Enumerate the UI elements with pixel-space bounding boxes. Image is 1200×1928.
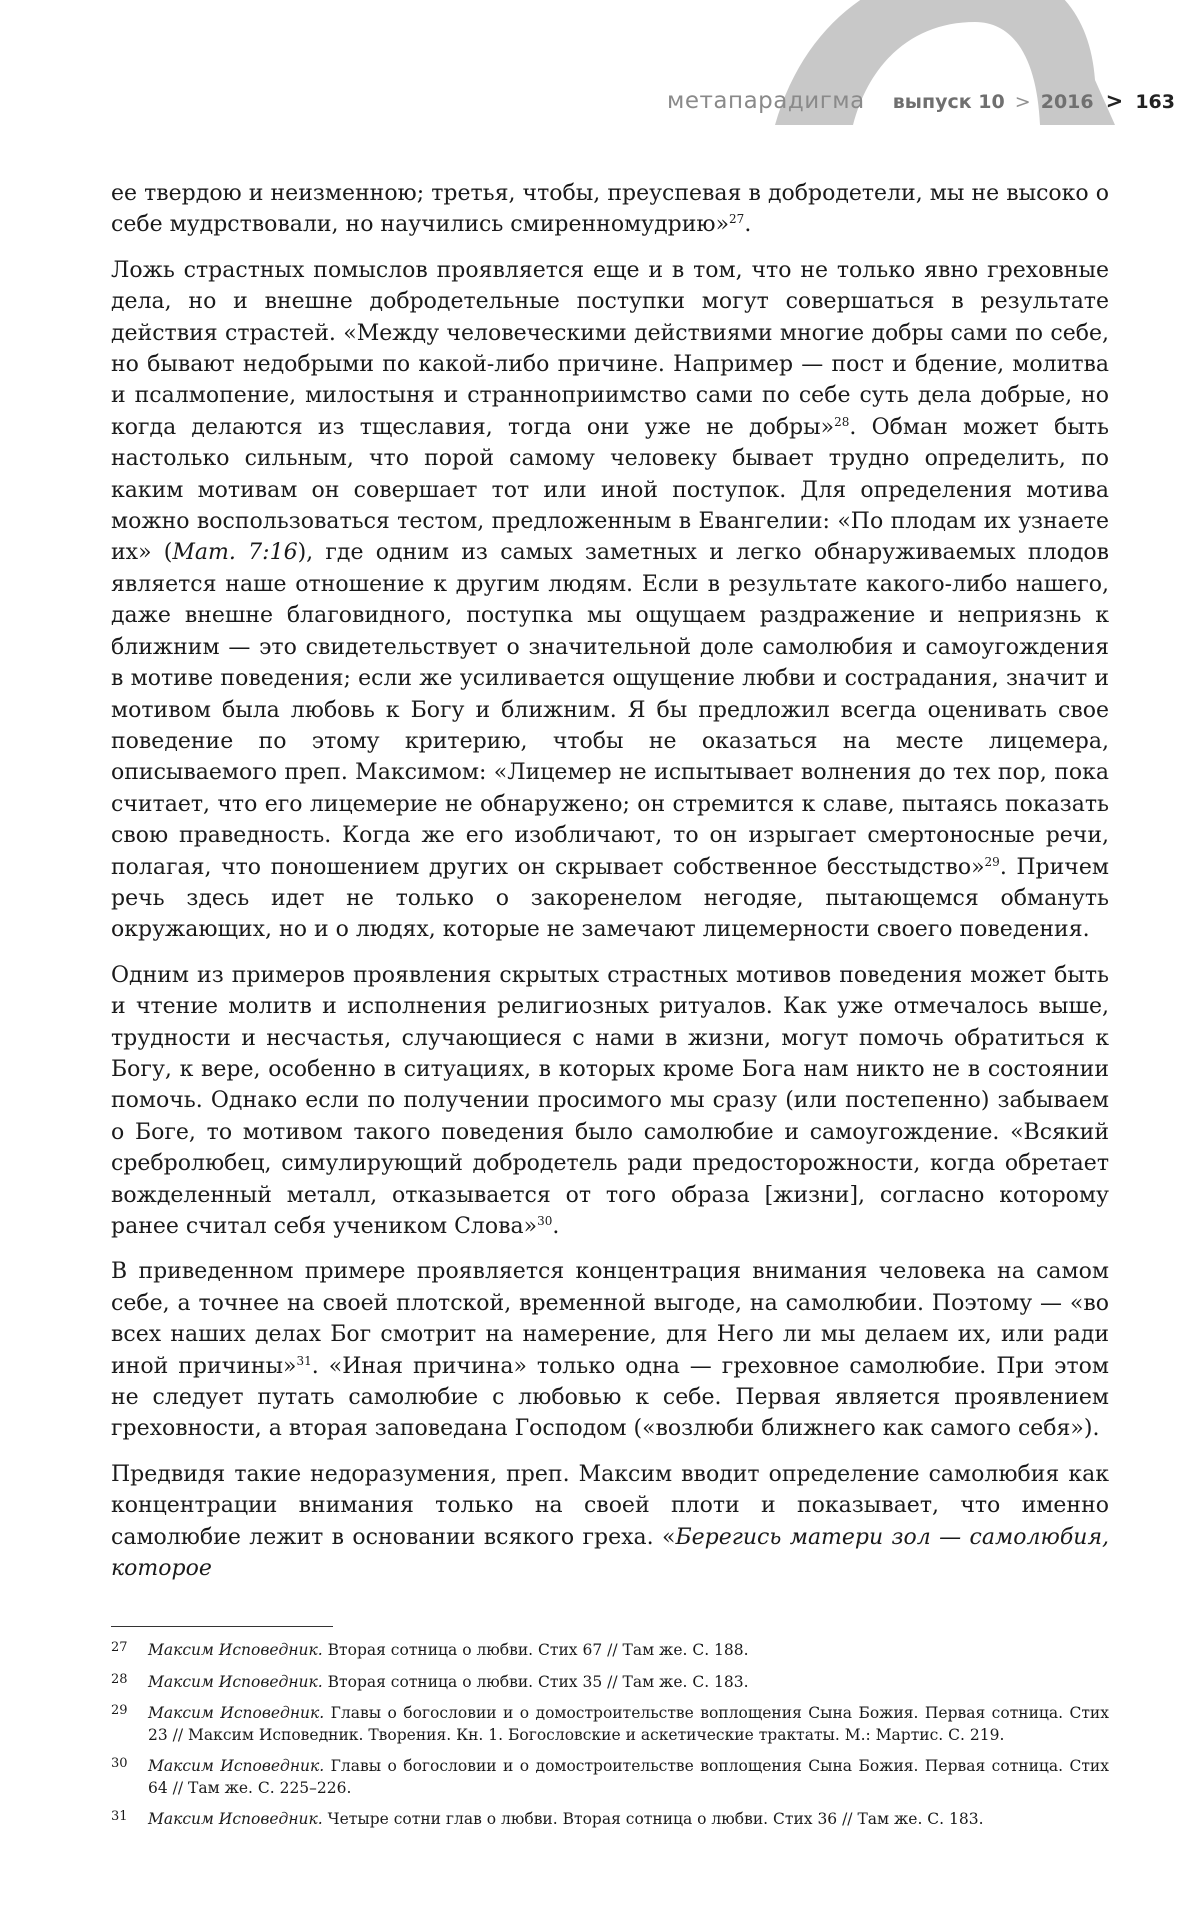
footnote-author: Максим Исповедник. (148, 1810, 323, 1828)
text-run: . (744, 212, 752, 238)
footnote-author: Максим Исповедник. (148, 1757, 325, 1775)
footnotes (111, 1640, 1109, 1841)
italic-run: Берегись матери зол — самолюбия, которое (111, 1524, 1110, 1582)
body-paragraph (111, 178, 1109, 241)
footnote-citation: Вторая сотница о любви. Стих 35 // Там же. С. 183. (322, 1672, 749, 1691)
footnote-citation: Вторая сотница о любви. Стих 67 // Там же. С. 188. (322, 1641, 749, 1659)
page-number: 163 (1135, 91, 1175, 113)
footnote-ref: 29 (984, 854, 1000, 869)
footnote-text (148, 1809, 1109, 1831)
main-text (111, 178, 1109, 1598)
journal-title: метапарадигма (667, 88, 865, 114)
body-paragraph (111, 1256, 1109, 1444)
footnote-author: Максим Исповедник. (148, 1641, 323, 1659)
separator-light: > (1014, 91, 1031, 113)
body-paragraph (111, 1459, 1109, 1585)
footnote-ref: 28 (834, 414, 850, 429)
italic-run: Мат. 7:16 (172, 540, 298, 566)
running-header (667, 88, 1175, 114)
footnote-text (148, 1672, 1109, 1694)
issue-year: 2016 (1040, 91, 1094, 113)
footnote-number: 28 (111, 1671, 128, 1687)
text-run: ее твердою и неизменною; третья, чтобы, преуспевая в добродетели, мы не высоко о себе мудрствовали, но научились смиренномудрию» (111, 181, 1109, 238)
footnote-text (148, 1703, 1109, 1746)
footnote (111, 1756, 1109, 1799)
text-run: Одним из примеров проявления скрытых страстных мотивов поведения может быть и чтение молитв и исполнения религиозных ритуалов. Как уже отмечалось выше, трудности и несчастья, случающиеся с нами в жизни, могут помочь обратиться к Богу, к вере, особенно в ситуациях, в которых кроме Бога нам никто не в состоянии помочь. Однако если по получении просимого мы сразу (или постепенно) забываем о Боге, то мотивом такого поведения было самолюбие и самоугождение. «Всякий сребролюбец, симулирующий добродетель ради предосторожности, когда обретает вожделенный металл, отказывается от того образа [жизни], согласно которому ранее считал себя учеником Слова» (111, 962, 1109, 1239)
text-run: . «Иная причина» только одна — греховное самолюбие. При этом не следует путать самолюбие с любовью к себе. Первая является проявлением греховности, а вторая заповедана Господом («возлюби ближнего как самого себя»). (111, 1353, 1109, 1442)
footnote-number: 31 (111, 1809, 128, 1824)
footnote-ref: 27 (729, 212, 745, 227)
footnote-author: Максим Исповедник. (148, 1704, 325, 1722)
footnote-divider (111, 1626, 333, 1627)
footnote-ref: 30 (537, 1214, 553, 1228)
footnote (111, 1640, 1109, 1662)
footnote-citation: Главы о богословии и о домостроительстве воплощения Сына Божия. Первая сотница. Стих 64 // Там же. С. 225–226. (148, 1757, 1110, 1797)
text-run: . Причем речь здесь идет не только о закоренелом негодяе, пытающемся обмануть окружающих, но и о людях, которые не замечают лицемерности своего поведения. (111, 854, 1109, 943)
body-paragraph (111, 960, 1109, 1243)
body-paragraph (111, 255, 1109, 946)
footnote-number: 30 (111, 1756, 128, 1771)
footnote (111, 1809, 1109, 1831)
footnote-ref: 31 (296, 1353, 312, 1368)
footnote-author: Максим Исповедник. (148, 1672, 323, 1691)
footnote-number: 29 (111, 1703, 128, 1718)
separator-dark: > (1105, 89, 1124, 113)
footnote-citation: Четыре сотни глав о любви. Вторая сотница о любви. Стих 36 // Там же. С. 183. (322, 1810, 984, 1828)
footnote-number: 27 (111, 1640, 128, 1655)
text-run: . Обман может быть настолько сильным, что порой самому человеку бывает трудно определить, по каким мотивам он совершает тот или иной поступок. Для определения мотива можно воспользоваться тестом, предложенным в Евангелии: «По плодам их узнаете их» ( (111, 414, 1109, 566)
text-run: . (552, 1214, 560, 1239)
footnote-citation: Главы о богословии и о домостроительстве воплощения Сына Божия. Первая сотница. Стих 23 // Максим Исповедник. Творения. Кн. 1. Богословские и аскетические трактаты. М.: Мартис. С. 219. (148, 1704, 1110, 1744)
text-run: В приведенном примере проявляется концентрация внимания человека на самом себе, а точнее на своей плотской, временной выгоде, на самолюбии. Поэтому — «во всех наших делах Бог смотрит на намерение, для Него ли мы делаем их, или ради иной причины» (111, 1259, 1109, 1379)
text-run: Ложь страстных помыслов проявляется еще и в том, что не только явно греховные дела, но и внешне добродетельные поступки могут совершаться в результате действия страстей. «Между человеческими действиями многие добры сами по себе, но бывают недобрыми по какой-либо причине. Например — пост и бдение, молитва и псалмопение, милостыня и странноприимство сами по себе суть дела добрые, но когда делаются из тщеславия, тогда они уже не добры» (111, 257, 1109, 440)
text-run: ), где одним из самых заметных и легко обнаруживаемых плодов является наше отношение к другим людям. Если в результате какого-либо нашего, даже внешне благовидного, поступка мы ощущаем раздражение и неприязнь к ближним — это свидетельствует о значительной доле самолюбия и самоугождения в мотиве поведения; если же усиливается ощущение любви и сострадания, значит и мотивом была любовь к Богу и ближним. Я бы предложил всегда оценивать свое поведение по этому критерию, чтобы не оказаться на месте лицемера, описываемого преп. Максимом: «Лицемер не испытывает волнения до тех пор, пока считает, что его лицемерие не обнаружено; он стремится к славе, пытаясь показать свою праведность. Когда же его изобличают, то он изрыгает смертоносные речи, полагая, что поношением других он скрывает собственное бесстыдство» (111, 540, 1109, 880)
issue-number: выпуск 10 (892, 91, 1005, 113)
footnote-text (148, 1756, 1109, 1799)
text-run: Предвидя такие недоразумения, преп. Максим вводит определение самолюбия как концентрации внимания только на своей плоти и показывает, что именно самолюбие лежит в основании всякого греха. « (111, 1461, 1109, 1550)
footnote (111, 1703, 1109, 1746)
footnote (111, 1672, 1109, 1694)
footnote-text (148, 1640, 1109, 1662)
